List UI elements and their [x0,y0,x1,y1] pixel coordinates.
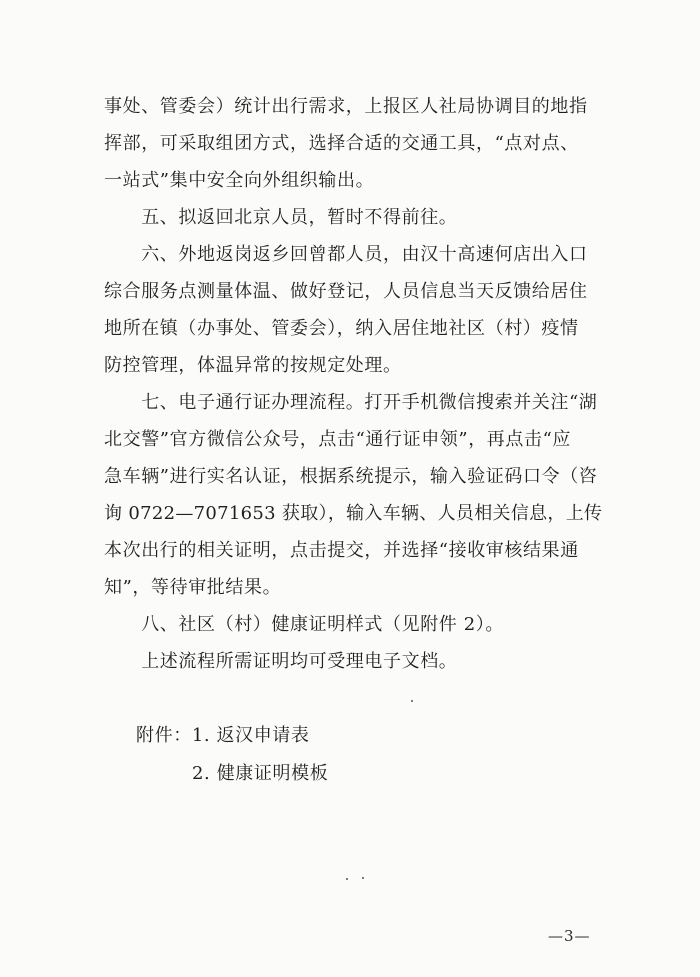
body-line-1: 事处、管委会）统计出行需求，上报区人社局协调目的地指 [104,96,588,117]
scan-speck [362,877,364,879]
body-line-13: 本次出行的相关证明，点击提交，并选择“接收审核结果通 [104,540,579,561]
attachment-item-2: 2. 健康证明模板 [192,763,329,784]
body-line-16: 上述流程所需证明均可受理电子文档。 [104,651,458,672]
body-line-12: 询 0722—7071653 获取），输入车辆、人员相关信息，上传 [104,503,603,524]
body-line-14: 知”，等待审批结果。 [104,577,282,598]
body-line-5: 六、外地返岗返乡回曾都人员，由汉十高速何店出入口 [104,244,588,265]
attachment-item-1: 1. 返汉申请表 [191,725,310,746]
body-line-6: 综合服务点测量体温、做好登记，人员信息当天反馈给居住 [104,281,588,302]
document-body [104,88,604,680]
body-line-3: 一站式”集中安全向外组织输出。 [104,170,375,191]
body-line-4: 五、拟返回北京人员，暂时不得前往。 [104,207,458,228]
body-line-10: 北交警”官方微信公众号，点击“通行证申领”，再点击“应 [104,429,572,450]
scan-speck [411,700,413,702]
body-line-7: 地所在镇（办事处、管委会），纳入居住地社区（村）疫情 [104,318,579,339]
body-line-8: 防控管理，体温异常的按规定处理。 [104,355,402,376]
body-line-9: 七、电子通行证办理流程。打开手机微信搜索并关注“湖 [104,392,598,413]
scan-speck [346,878,348,880]
attachments-label: 附件： [136,725,192,746]
attachments-section [136,717,536,793]
body-line-15: 八、社区（村）健康证明样式（见附件 2）。 [104,614,504,635]
body-line-2: 挥部，可采取组团方式，选择合适的交通工具，“点对点、 [104,133,579,154]
attachment-line-1 [136,717,536,755]
page-number: —3— [548,927,591,945]
body-line-11: 急车辆”进行实名认证，根据系统提示，输入验证码口令（咨 [104,466,598,487]
